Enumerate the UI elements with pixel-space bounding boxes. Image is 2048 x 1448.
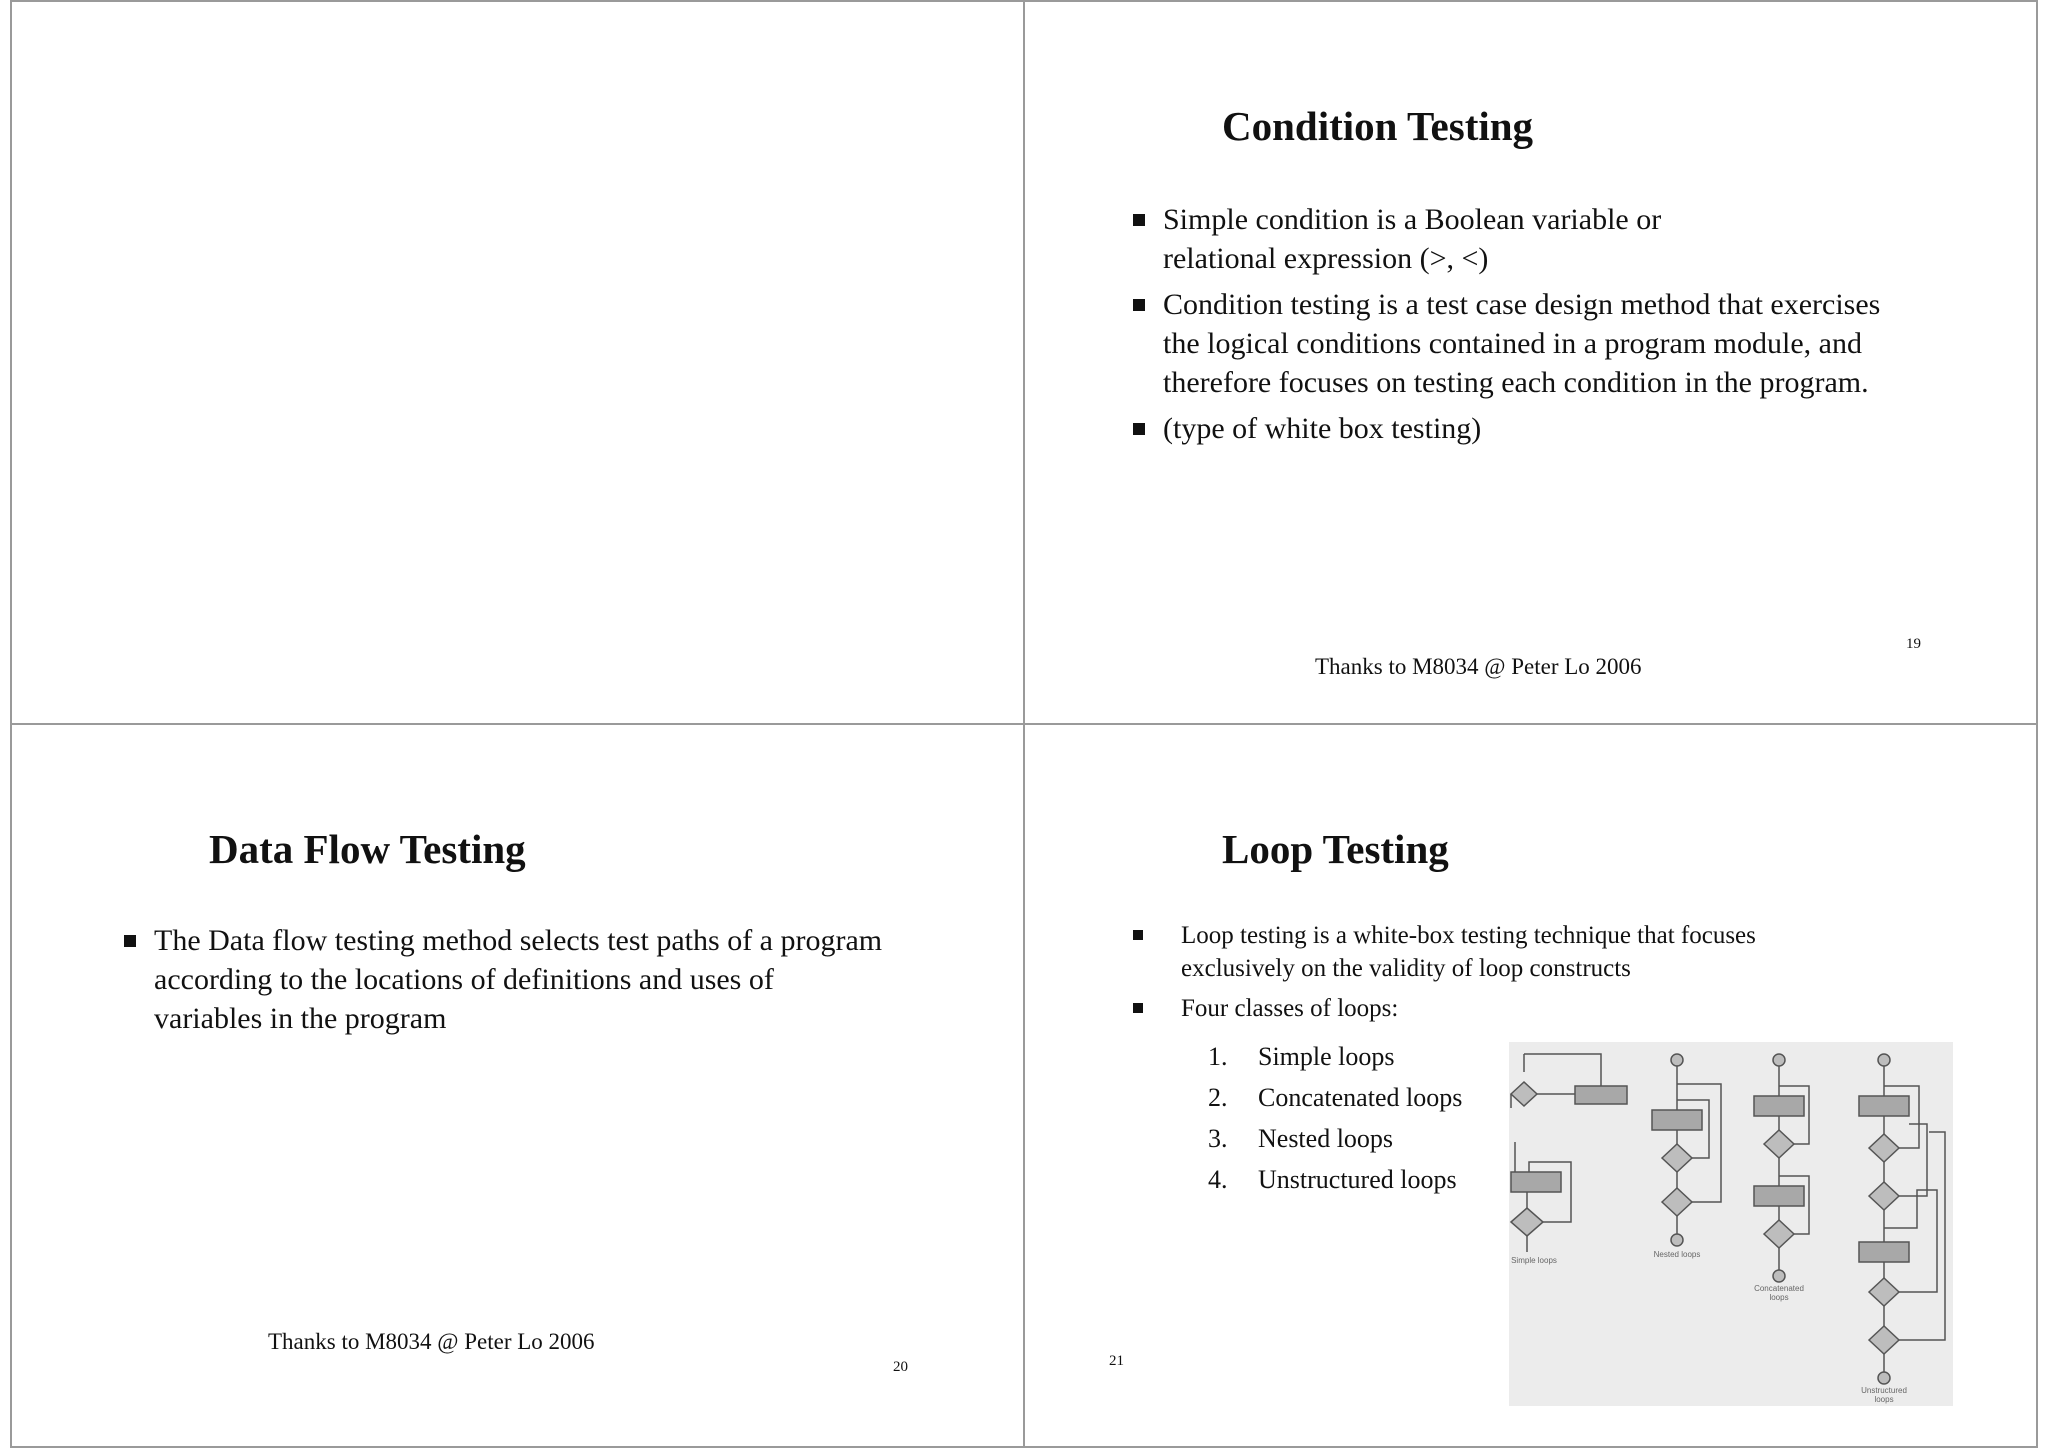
bullet-item: The Data flow testing method selects test paths of a program according to the locations of definitions and uses of variables in the program (124, 921, 884, 1038)
slide-data-flow-testing (12, 725, 1023, 1446)
list-item (1208, 1077, 1462, 1118)
list-number: 2. (1208, 1083, 1228, 1112)
loop-types-diagram (1509, 1042, 1953, 1406)
slide-title: Loop Testing (1222, 826, 1449, 872)
list-item (1208, 1118, 1462, 1159)
slide-footer: Thanks to M8034 @ Peter Lo 2006 (1315, 654, 1642, 679)
bullet-list (1133, 200, 1913, 455)
list-item (1208, 1036, 1462, 1077)
caption-nested-loops: Nested loops (1653, 1250, 1701, 1259)
slide-condition-testing (1025, 2, 2036, 723)
list-number: 4. (1208, 1165, 1228, 1194)
slide-footer: Thanks to M8034 @ Peter Lo 2006 (268, 1329, 595, 1354)
caption-unstructured-loops: Unstructured loops (1861, 1386, 1907, 1404)
list-item (1208, 1159, 1462, 1200)
loop-flowcharts-svg (1509, 1042, 1953, 1406)
loop-classes-list (1208, 1036, 1462, 1200)
list-text: Simple loops (1258, 1042, 1395, 1071)
bullet-list (124, 921, 884, 1045)
list-text: Nested loops (1258, 1124, 1394, 1153)
list-text: Unstructured loops (1258, 1165, 1457, 1194)
page-number: 19 (1906, 636, 1921, 652)
caption-concatenated-loops: Concatenated loops (1754, 1284, 1804, 1302)
bullet-item: Four classes of loops: (1133, 992, 1853, 1025)
bullet-list (1133, 919, 1853, 1032)
page-number: 21 (1109, 1353, 1124, 1369)
slide-loop-testing (1025, 725, 2036, 1446)
page-number: 20 (893, 1359, 908, 1375)
bullet-item: Loop testing is a white-box testing technique that focuses exclusively on the validity of loop constructs (1133, 919, 1853, 985)
list-number: 3. (1208, 1124, 1228, 1153)
slide-title: Condition Testing (1222, 103, 1534, 149)
bullet-item: (type of white box testing) (1133, 409, 1913, 448)
bullet-item: Condition testing is a test case design method that exercises the logical conditions contained in a program module, and therefore focuses on testing each condition in the program. (1133, 285, 1913, 402)
list-text: Concatenated loops (1258, 1083, 1463, 1112)
list-number: 1. (1208, 1042, 1228, 1071)
caption-simple-loops: Simple loops (1511, 1256, 1557, 1265)
slide-title: Data Flow Testing (209, 826, 526, 872)
bullet-item: Simple condition is a Boolean variable or relational expression (>, <) (1133, 200, 1743, 278)
